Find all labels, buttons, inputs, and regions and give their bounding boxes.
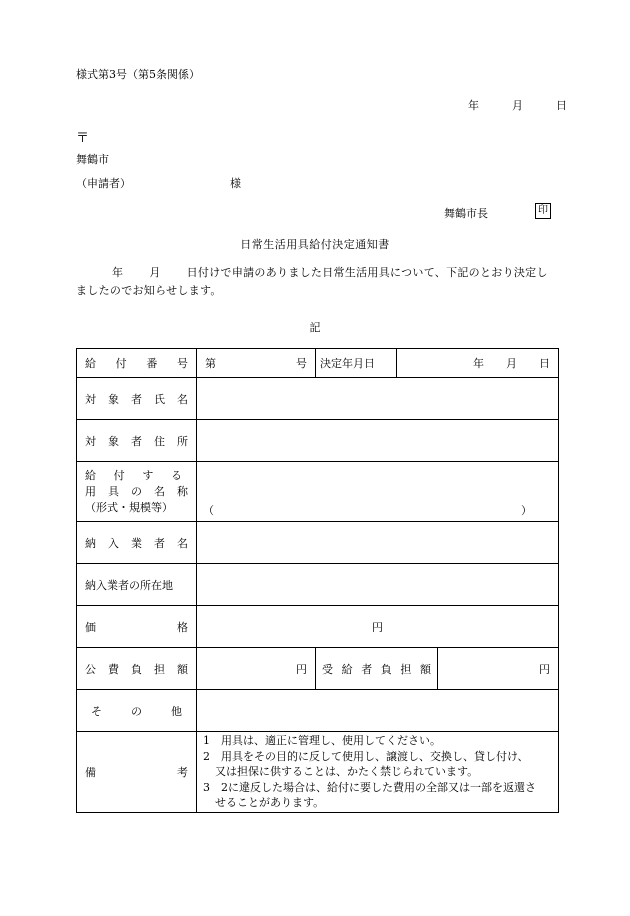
label-char: 公	[85, 662, 96, 676]
remarks-text	[197, 732, 559, 813]
label-char: 具	[108, 484, 119, 498]
label-char: 備	[85, 765, 96, 779]
remark-line-4: 3 2に違反した場合は、給付に要した費用の全部又は一部を返還さ	[203, 780, 536, 794]
label-char: 担	[154, 662, 165, 676]
body-month: 月	[149, 266, 161, 279]
label-char: 名	[177, 392, 188, 406]
supplier-address-label: 納入業者の所在地	[77, 564, 197, 606]
subject-address-value	[197, 420, 559, 462]
label-char: 額	[177, 662, 188, 676]
label-char: 負	[380, 662, 392, 676]
label-char: 負	[131, 662, 142, 676]
label-char: 住	[154, 434, 165, 448]
form-code: 様式第3号（第5条関係）	[76, 68, 200, 81]
supplier-name-label	[77, 522, 197, 564]
other-label	[77, 690, 197, 732]
supplier-address-value	[197, 564, 559, 606]
row-subject-address	[77, 420, 559, 462]
body-year: 年	[112, 266, 124, 279]
decision-date-value: 年 月 日	[397, 349, 559, 378]
label-char: 給	[341, 662, 353, 676]
label-char: 称	[177, 484, 188, 498]
label-char: 者	[131, 434, 142, 448]
label-char: 用	[85, 484, 96, 498]
label-char: 番	[146, 357, 158, 370]
label-char: 考	[177, 765, 188, 779]
label-char: 象	[108, 434, 119, 448]
label-char: の	[131, 484, 142, 498]
seal-stamp: 印	[535, 203, 551, 219]
row-device	[77, 462, 559, 522]
label-char: す	[142, 468, 154, 482]
label-char: 対	[85, 434, 96, 448]
notice-table	[76, 348, 559, 813]
remark-line-2: 2 用具をその目的に反して使用し、譲渡し、交換し、貸し付け、	[203, 749, 529, 763]
remark-line-3: 又は担保に供することは、かたく禁じられています。	[215, 765, 479, 778]
label-char: 他	[171, 704, 182, 718]
label-char: 名	[177, 536, 188, 550]
remarks-label	[77, 732, 197, 813]
label-char: そ	[91, 704, 102, 718]
applicant-honorific: 様	[230, 177, 241, 190]
subject-name-label	[77, 378, 197, 420]
label-char: 給	[85, 357, 96, 370]
label-char: 受	[322, 662, 333, 676]
subject-name-value	[197, 378, 559, 420]
label-char: の	[131, 704, 142, 718]
label-char: 者	[361, 662, 373, 676]
grant-number-value: 第 号	[197, 349, 316, 378]
ki-heading: 記	[309, 321, 321, 334]
subject-address-label	[77, 420, 197, 462]
remark-line-5: せることがあります。	[215, 796, 325, 809]
row-price	[77, 606, 559, 648]
label-char: 付	[113, 468, 125, 482]
postal-mark: 〒	[76, 131, 90, 146]
remark-line-1: 1 用具は、適正に管理し、使用してください。	[203, 734, 441, 747]
mayor-signature: 舞鶴市長	[444, 207, 488, 220]
label-char: 給	[85, 468, 96, 482]
issue-date-month: 月	[512, 99, 523, 112]
label-char: 対	[85, 392, 96, 406]
label-char: 者	[131, 392, 142, 406]
label-char: 格	[177, 620, 188, 634]
decision-date-label: 決定年月日	[316, 349, 397, 378]
recipient-city: 舞鶴市	[76, 153, 109, 166]
document-title: 日常生活用具給付決定通知書	[240, 238, 390, 251]
row-supplier-name	[77, 522, 559, 564]
row-subject-name	[77, 378, 559, 420]
recipient-burden-value: 円	[438, 648, 559, 690]
row-supplier-address	[77, 564, 559, 606]
row-remarks	[77, 732, 559, 813]
public-burden-value: 円	[197, 648, 316, 690]
label-char: 価	[85, 620, 96, 634]
row-other	[77, 690, 559, 732]
label-char: 費	[108, 662, 119, 676]
body-rest: 日付けで申請のありました日常生活用具について、下記のとおり決定しましたのでお知らせします。	[76, 266, 548, 297]
label-char: 担	[400, 662, 412, 676]
label-char: 所	[177, 434, 188, 448]
label-char: 納	[85, 536, 96, 550]
public-burden-label	[77, 648, 197, 690]
device-value: （ ）	[197, 462, 559, 522]
label-char: 付	[115, 357, 127, 370]
label-char: 名	[154, 484, 165, 498]
body-text	[76, 264, 556, 300]
other-value	[197, 690, 559, 732]
price-value: 円	[197, 606, 559, 648]
applicant-label: （申請者）	[76, 177, 131, 190]
supplier-name-value	[197, 522, 559, 564]
issue-date-year: 年	[468, 99, 479, 112]
issue-date-day: 日	[556, 99, 567, 112]
recipient-burden-label	[316, 648, 438, 690]
row-burden	[77, 648, 559, 690]
issue-date	[468, 97, 567, 113]
grant-number-label	[77, 349, 197, 378]
label-char: 額	[419, 662, 431, 676]
label-char: 者	[154, 536, 165, 550]
label-char: 号	[176, 357, 188, 370]
label-char: 業	[131, 536, 142, 550]
device-label: 給 付 す る 用 具 の 名 称 （形式・規模等）	[77, 462, 197, 522]
label-char: 入	[108, 536, 119, 550]
label-char: る	[170, 468, 182, 482]
price-label	[77, 606, 197, 648]
label-char: 象	[108, 392, 119, 406]
row-grant-number	[77, 349, 559, 378]
label-char: 氏	[154, 392, 165, 406]
